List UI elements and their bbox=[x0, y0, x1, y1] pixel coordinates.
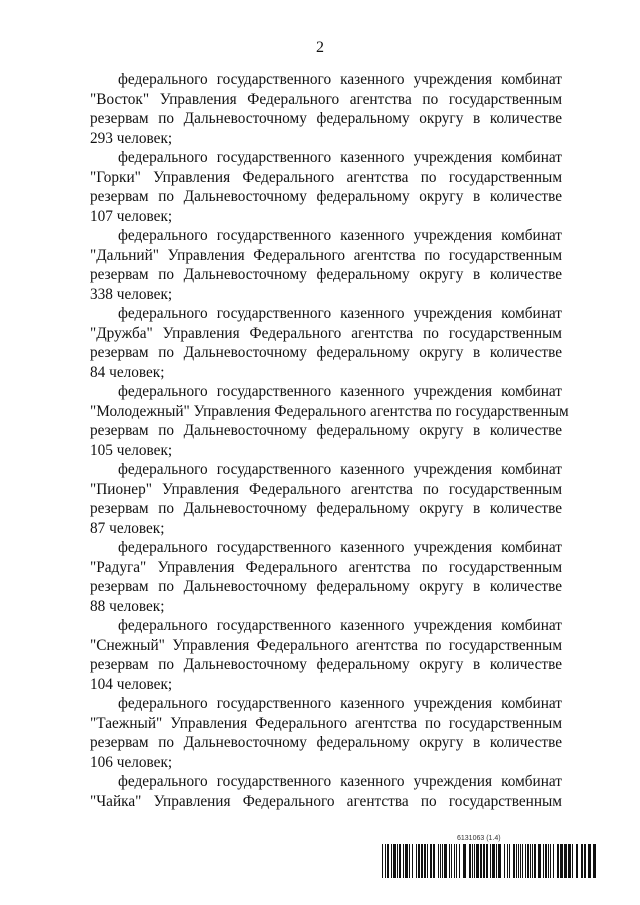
document-body bbox=[90, 70, 569, 811]
barcode-caption: 6131063 (1.4) bbox=[457, 835, 501, 842]
text-line: федерального государственного казенного учреждения комбинат bbox=[118, 149, 562, 166]
text-line: "Чайка" Управления Федерального агентства по государственным bbox=[90, 792, 562, 810]
text-line: резервам по Дальневосточному федеральному округу в количестве bbox=[90, 578, 562, 595]
text-line: федерального государственного казенного учреждения комбинат bbox=[118, 695, 562, 712]
text-line: федерального государственного казенного учреждения комбинат bbox=[118, 539, 562, 556]
list-item-paragraph bbox=[90, 460, 562, 538]
text-line: федерального государственного казенного учреждения комбинат bbox=[118, 71, 562, 88]
page-number: 2 bbox=[316, 39, 324, 56]
list-item-paragraph bbox=[90, 538, 562, 616]
list-item-paragraph bbox=[90, 694, 562, 772]
text-line: "Горки" Управления Федерального агентства по государственным bbox=[90, 168, 562, 186]
text-line: 84 человек; bbox=[90, 363, 165, 381]
text-line: резервам по Дальневосточному федеральному округу в количестве bbox=[90, 110, 562, 127]
text-line: 104 человек; bbox=[90, 675, 173, 693]
text-line: 107 человек; bbox=[90, 207, 173, 225]
barcode bbox=[382, 835, 597, 879]
text-line: "Радуга" Управления Федерального агентства по государственным bbox=[90, 558, 562, 576]
text-line: 338 человек; bbox=[90, 285, 173, 303]
text-line: "Дружба" Управления Федерального агентства по государственным bbox=[90, 324, 562, 342]
text-line: "Пионер" Управления Федерального агентства по государственным bbox=[90, 480, 562, 498]
text-line: федерального государственного казенного учреждения комбинат bbox=[118, 227, 562, 244]
text-line: "Таежный" Управления Федерального агентства по государственным bbox=[90, 714, 562, 732]
barcode-icon bbox=[382, 844, 597, 878]
list-item-paragraph bbox=[90, 148, 562, 226]
text-line: резервам по Дальневосточному федеральному округу в количестве bbox=[90, 422, 562, 439]
text-line: 87 человек; bbox=[90, 519, 165, 537]
text-line: 106 человек; bbox=[90, 753, 173, 771]
text-line: "Молодежный" Управления Федерального агентства по государственным bbox=[90, 402, 569, 420]
text-line: 293 человек; bbox=[90, 129, 173, 147]
text-line: резервам по Дальневосточному федеральному округу в количестве bbox=[90, 656, 562, 673]
text-line: резервам по Дальневосточному федеральному округу в количестве bbox=[90, 500, 562, 517]
text-line: резервам по Дальневосточному федеральному округу в количестве bbox=[90, 266, 562, 283]
text-line: резервам по Дальневосточному федеральному округу в количестве bbox=[90, 344, 562, 361]
text-line: "Снежный" Управления Федерального агентства по государственным bbox=[90, 636, 562, 654]
list-item-paragraph bbox=[90, 772, 562, 811]
text-line: федерального государственного казенного учреждения комбинат bbox=[118, 461, 562, 478]
list-item-paragraph bbox=[90, 304, 562, 382]
text-line: федерального государственного казенного учреждения комбинат bbox=[118, 773, 562, 790]
list-item-paragraph bbox=[90, 226, 562, 304]
text-line: резервам по Дальневосточному федеральному округу в количестве bbox=[90, 188, 562, 205]
list-item-paragraph bbox=[90, 70, 562, 148]
text-line: 88 человек; bbox=[90, 597, 165, 615]
text-line: федерального государственного казенного учреждения комбинат bbox=[118, 305, 562, 322]
text-line: 105 человек; bbox=[90, 441, 173, 459]
text-line: федерального государственного казенного учреждения комбинат bbox=[118, 383, 562, 400]
text-line: федерального государственного казенного учреждения комбинат bbox=[118, 617, 562, 634]
list-item-paragraph bbox=[90, 616, 562, 694]
text-line: "Восток" Управления Федерального агентства по государственным bbox=[90, 90, 562, 108]
list-item-paragraph bbox=[90, 382, 569, 460]
text-line: "Дальний" Управления Федерального агентства по государственным bbox=[90, 246, 562, 264]
text-line: резервам по Дальневосточному федеральному округу в количестве bbox=[90, 734, 562, 751]
